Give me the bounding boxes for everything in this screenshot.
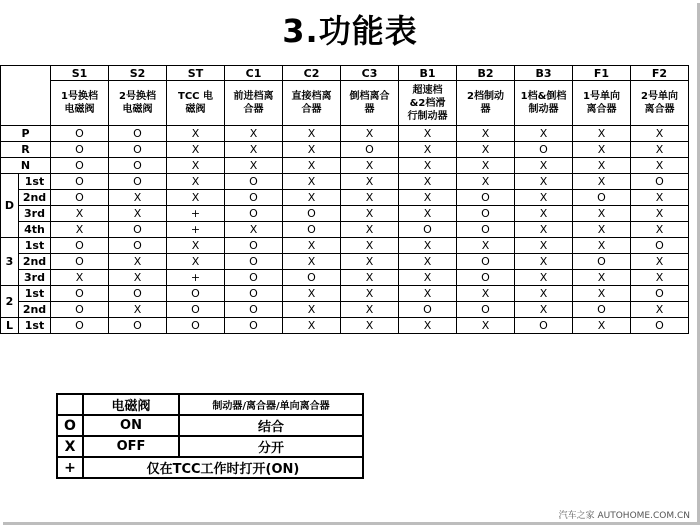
state-cell: X bbox=[109, 190, 167, 206]
column-code: B2 bbox=[457, 66, 515, 81]
state-cell: X bbox=[167, 238, 225, 254]
legend-table bbox=[56, 393, 364, 479]
state-cell: X bbox=[399, 286, 457, 302]
state-cell: X bbox=[399, 270, 457, 286]
state-cell: O bbox=[225, 302, 283, 318]
column-name-line: 2号单向 bbox=[641, 91, 678, 102]
state-cell: X bbox=[109, 254, 167, 270]
legend-corner bbox=[57, 394, 83, 415]
row-label: 3rd bbox=[19, 206, 51, 222]
state-cell: X bbox=[515, 254, 573, 270]
state-cell: X bbox=[515, 206, 573, 222]
column-code: B1 bbox=[399, 66, 457, 81]
legend-solenoid-state: ON bbox=[83, 415, 179, 436]
state-cell: X bbox=[283, 158, 341, 174]
table-row bbox=[1, 302, 689, 318]
column-name-line: 直接档离 bbox=[291, 91, 332, 102]
state-cell: X bbox=[573, 158, 631, 174]
state-cell: X bbox=[573, 206, 631, 222]
column-name bbox=[631, 81, 689, 126]
column-code: F1 bbox=[573, 66, 631, 81]
column-name-line: 1档&倒档 bbox=[520, 91, 567, 102]
state-cell: O bbox=[573, 190, 631, 206]
column-name bbox=[399, 81, 457, 126]
state-cell: X bbox=[167, 174, 225, 190]
column-name-line: 倒档离合 bbox=[349, 91, 390, 102]
legend-clutch-state: 分开 bbox=[179, 436, 363, 457]
state-cell: O bbox=[457, 270, 515, 286]
state-cell: O bbox=[225, 318, 283, 334]
state-cell: X bbox=[51, 270, 109, 286]
legend-clutch-state: 结合 bbox=[179, 415, 363, 436]
state-cell: O bbox=[167, 318, 225, 334]
state-cell: X bbox=[515, 126, 573, 142]
column-name-line: 电磁阀 bbox=[64, 104, 95, 115]
state-cell: X bbox=[283, 254, 341, 270]
state-cell: O bbox=[225, 238, 283, 254]
state-cell: X bbox=[341, 206, 399, 222]
state-cell: X bbox=[109, 206, 167, 222]
column-name bbox=[341, 81, 399, 126]
column-name-line: 制动器 bbox=[528, 104, 559, 115]
state-cell: O bbox=[109, 174, 167, 190]
state-cell: O bbox=[457, 302, 515, 318]
state-cell: X bbox=[341, 238, 399, 254]
column-code: C1 bbox=[225, 66, 283, 81]
column-name-line: 前进档离 bbox=[233, 91, 274, 102]
state-cell: X bbox=[167, 254, 225, 270]
state-cell: O bbox=[631, 174, 689, 190]
column-code: ST bbox=[167, 66, 225, 81]
state-cell: O bbox=[225, 206, 283, 222]
page-title: 3.功能表 bbox=[282, 12, 418, 50]
group-label: 3 bbox=[1, 238, 19, 286]
state-cell: O bbox=[399, 222, 457, 238]
column-code: B3 bbox=[515, 66, 573, 81]
state-cell: X bbox=[341, 174, 399, 190]
state-cell: X bbox=[51, 206, 109, 222]
legend-row bbox=[57, 415, 363, 436]
state-cell: O bbox=[51, 142, 109, 158]
state-cell: O bbox=[283, 222, 341, 238]
state-cell: O bbox=[51, 318, 109, 334]
state-cell: O bbox=[167, 302, 225, 318]
state-cell: X bbox=[631, 190, 689, 206]
table-row bbox=[1, 222, 689, 238]
table-row bbox=[1, 238, 689, 254]
state-cell: X bbox=[283, 302, 341, 318]
row-label: 2nd bbox=[19, 254, 51, 270]
state-cell: X bbox=[341, 158, 399, 174]
legend-symbol: X bbox=[57, 436, 83, 457]
state-cell: X bbox=[341, 126, 399, 142]
group-label: 2 bbox=[1, 286, 19, 318]
state-cell: O bbox=[573, 302, 631, 318]
state-cell: X bbox=[225, 222, 283, 238]
column-name bbox=[109, 81, 167, 126]
state-cell: O bbox=[573, 254, 631, 270]
header-code-row bbox=[1, 66, 689, 81]
row-label: N bbox=[1, 158, 51, 174]
state-cell: X bbox=[399, 158, 457, 174]
state-cell: X bbox=[457, 126, 515, 142]
state-cell: X bbox=[631, 270, 689, 286]
column-name-line: 离合器 bbox=[586, 104, 617, 115]
state-cell: X bbox=[167, 190, 225, 206]
column-name-line: 2号换档 bbox=[119, 91, 156, 102]
state-cell: X bbox=[109, 270, 167, 286]
state-cell: O bbox=[51, 174, 109, 190]
state-cell: X bbox=[283, 238, 341, 254]
legend-header-row bbox=[57, 394, 363, 415]
legend-symbol: + bbox=[57, 457, 83, 478]
header-name-row bbox=[1, 81, 689, 126]
state-cell: O bbox=[283, 206, 341, 222]
column-name-line: 2档制动 bbox=[467, 91, 504, 102]
row-label: 1st bbox=[19, 318, 51, 334]
state-cell: X bbox=[341, 270, 399, 286]
column-name bbox=[167, 81, 225, 126]
legend-solenoid-state: OFF bbox=[83, 436, 179, 457]
state-cell: O bbox=[51, 238, 109, 254]
state-cell: X bbox=[399, 142, 457, 158]
state-cell: X bbox=[631, 206, 689, 222]
state-cell: X bbox=[573, 142, 631, 158]
state-cell: X bbox=[341, 190, 399, 206]
state-cell: X bbox=[283, 174, 341, 190]
state-cell: + bbox=[167, 222, 225, 238]
column-name-line: 超速档 bbox=[412, 84, 443, 96]
state-cell: X bbox=[515, 270, 573, 286]
state-cell: X bbox=[573, 318, 631, 334]
state-cell: X bbox=[399, 238, 457, 254]
row-label: 1st bbox=[19, 174, 51, 190]
state-cell: X bbox=[515, 302, 573, 318]
state-cell: X bbox=[399, 318, 457, 334]
row-label: 4th bbox=[19, 222, 51, 238]
state-cell: O bbox=[341, 142, 399, 158]
state-cell: O bbox=[225, 254, 283, 270]
table-row bbox=[1, 286, 689, 302]
column-name bbox=[51, 81, 109, 126]
state-cell: X bbox=[341, 286, 399, 302]
column-code: S1 bbox=[51, 66, 109, 81]
state-cell: O bbox=[109, 126, 167, 142]
state-cell: O bbox=[631, 238, 689, 254]
state-cell: X bbox=[631, 126, 689, 142]
column-name bbox=[283, 81, 341, 126]
state-cell: X bbox=[225, 126, 283, 142]
function-table bbox=[0, 65, 689, 334]
state-cell: O bbox=[109, 318, 167, 334]
state-cell: X bbox=[515, 238, 573, 254]
table-row bbox=[1, 318, 689, 334]
row-label: 3rd bbox=[19, 270, 51, 286]
state-cell: X bbox=[399, 254, 457, 270]
group-label: L bbox=[1, 318, 19, 334]
state-cell: O bbox=[457, 222, 515, 238]
state-cell: X bbox=[573, 270, 631, 286]
row-label: R bbox=[1, 142, 51, 158]
column-name-line: 合器 bbox=[243, 104, 264, 115]
column-name bbox=[225, 81, 283, 126]
function-table-body bbox=[1, 66, 689, 334]
state-cell: X bbox=[283, 190, 341, 206]
state-cell: O bbox=[631, 286, 689, 302]
table-row bbox=[1, 190, 689, 206]
column-code: S2 bbox=[109, 66, 167, 81]
state-cell: X bbox=[167, 142, 225, 158]
state-cell: X bbox=[283, 318, 341, 334]
state-cell: X bbox=[225, 142, 283, 158]
state-cell: X bbox=[457, 174, 515, 190]
legend-head-clutch: 制动器/离合器/单向离合器 bbox=[179, 394, 363, 415]
state-cell: O bbox=[167, 286, 225, 302]
state-cell: X bbox=[399, 190, 457, 206]
legend-symbol: O bbox=[57, 415, 83, 436]
state-cell: O bbox=[515, 142, 573, 158]
state-cell: O bbox=[51, 254, 109, 270]
state-cell: O bbox=[283, 270, 341, 286]
column-name bbox=[573, 81, 631, 126]
column-name-line: 器 bbox=[480, 104, 491, 115]
state-cell: O bbox=[51, 190, 109, 206]
state-cell: O bbox=[457, 206, 515, 222]
row-label: P bbox=[1, 126, 51, 142]
state-cell: X bbox=[399, 174, 457, 190]
row-label: 2nd bbox=[19, 190, 51, 206]
state-cell: X bbox=[167, 158, 225, 174]
state-cell: X bbox=[573, 174, 631, 190]
state-cell: O bbox=[109, 222, 167, 238]
state-cell: X bbox=[457, 238, 515, 254]
state-cell: X bbox=[283, 286, 341, 302]
state-cell: X bbox=[573, 238, 631, 254]
state-cell: X bbox=[283, 142, 341, 158]
state-cell: O bbox=[109, 142, 167, 158]
state-cell: X bbox=[515, 286, 573, 302]
column-name-line: 电磁阀 bbox=[122, 104, 153, 115]
column-name-line: &2档滑 bbox=[409, 97, 446, 109]
column-code: C3 bbox=[341, 66, 399, 81]
state-cell: O bbox=[225, 174, 283, 190]
state-cell: X bbox=[51, 222, 109, 238]
column-code: C2 bbox=[283, 66, 341, 81]
state-cell: X bbox=[341, 302, 399, 318]
column-name-line: 磁阀 bbox=[185, 104, 206, 115]
group-label: D bbox=[1, 174, 19, 238]
state-cell: O bbox=[225, 286, 283, 302]
state-cell: X bbox=[457, 158, 515, 174]
state-cell: X bbox=[109, 302, 167, 318]
table-row bbox=[1, 206, 689, 222]
column-name-line: 行制动器 bbox=[407, 110, 448, 122]
row-label: 1st bbox=[19, 238, 51, 254]
table-row bbox=[1, 270, 689, 286]
column-name-line: TCC 电 bbox=[178, 91, 213, 102]
state-cell: X bbox=[167, 126, 225, 142]
state-cell: X bbox=[573, 286, 631, 302]
legend-row bbox=[57, 436, 363, 457]
column-name-line: 1号换档 bbox=[61, 91, 98, 102]
column-name-line: 器 bbox=[364, 104, 375, 115]
column-name bbox=[457, 81, 515, 126]
state-cell: O bbox=[457, 190, 515, 206]
column-name-line: 1号单向 bbox=[583, 91, 620, 102]
state-cell: X bbox=[341, 222, 399, 238]
state-cell: X bbox=[631, 142, 689, 158]
table-row bbox=[1, 174, 689, 190]
row-label: 1st bbox=[19, 286, 51, 302]
state-cell: X bbox=[573, 222, 631, 238]
state-cell: X bbox=[341, 254, 399, 270]
legend-row bbox=[57, 457, 363, 478]
state-cell: X bbox=[515, 190, 573, 206]
state-cell: X bbox=[631, 158, 689, 174]
table-row bbox=[1, 158, 689, 174]
state-cell: X bbox=[631, 254, 689, 270]
state-cell: O bbox=[631, 318, 689, 334]
state-cell: O bbox=[457, 254, 515, 270]
state-cell: O bbox=[51, 126, 109, 142]
state-cell: X bbox=[515, 158, 573, 174]
state-cell: X bbox=[283, 126, 341, 142]
state-cell: X bbox=[457, 286, 515, 302]
state-cell: X bbox=[631, 302, 689, 318]
state-cell: O bbox=[225, 270, 283, 286]
state-cell: O bbox=[515, 318, 573, 334]
table-row bbox=[1, 254, 689, 270]
state-cell: O bbox=[51, 158, 109, 174]
state-cell: X bbox=[399, 206, 457, 222]
state-cell: X bbox=[573, 126, 631, 142]
state-cell: O bbox=[109, 286, 167, 302]
state-cell: O bbox=[225, 190, 283, 206]
state-cell: X bbox=[457, 142, 515, 158]
state-cell: X bbox=[631, 222, 689, 238]
state-cell: O bbox=[51, 302, 109, 318]
column-name-line: 离合器 bbox=[644, 104, 675, 115]
state-cell: X bbox=[225, 158, 283, 174]
state-cell: O bbox=[109, 238, 167, 254]
state-cell: O bbox=[399, 302, 457, 318]
row-label: 2nd bbox=[19, 302, 51, 318]
state-cell: X bbox=[341, 318, 399, 334]
state-cell: X bbox=[515, 222, 573, 238]
legend-plus-text: 仅在TCC工作时打开(ON) bbox=[83, 457, 363, 478]
state-cell: X bbox=[515, 174, 573, 190]
table-row bbox=[1, 142, 689, 158]
state-cell: X bbox=[399, 126, 457, 142]
column-name bbox=[515, 81, 573, 126]
state-cell: + bbox=[167, 270, 225, 286]
watermark: 汽车之家 AUTOHOME.COM.CN bbox=[558, 511, 690, 521]
column-name-line: 合器 bbox=[301, 104, 322, 115]
table-row bbox=[1, 126, 689, 142]
legend-head-solenoid: 电磁阀 bbox=[83, 394, 179, 415]
state-cell: X bbox=[457, 318, 515, 334]
column-code: F2 bbox=[631, 66, 689, 81]
state-cell: + bbox=[167, 206, 225, 222]
state-cell: O bbox=[51, 286, 109, 302]
table-corner bbox=[1, 66, 51, 126]
state-cell: O bbox=[109, 158, 167, 174]
